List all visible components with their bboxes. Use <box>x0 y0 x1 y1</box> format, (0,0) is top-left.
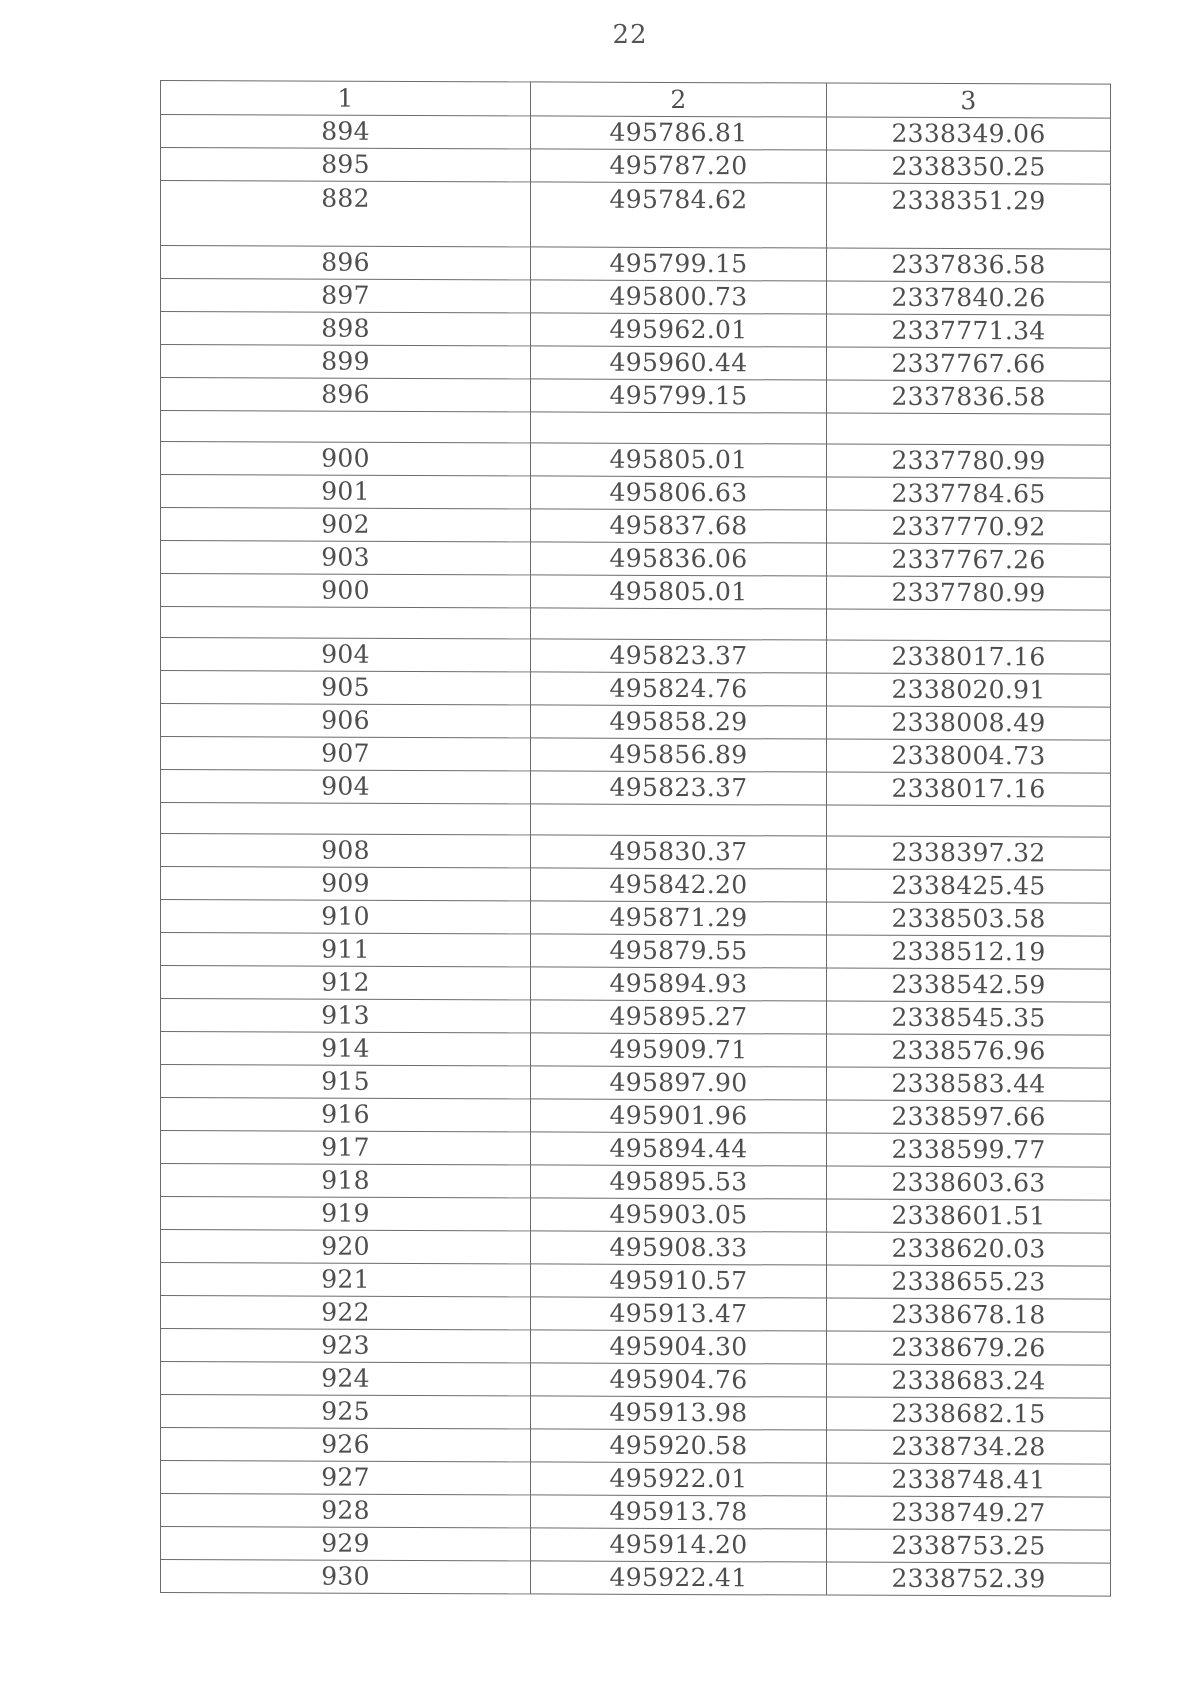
y-coordinate-cell: 2337770.92 <box>827 510 1111 544</box>
table-row <box>161 900 1111 937</box>
x-coordinate-cell: 495805.01 <box>531 575 827 609</box>
point-number-cell: 894 <box>161 115 531 149</box>
x-coordinate-cell: 495805.01 <box>531 443 827 477</box>
table-row <box>161 1197 1111 1234</box>
y-coordinate-cell: 2338603.63 <box>827 1166 1111 1200</box>
point-number-cell: 882 <box>161 181 531 247</box>
x-coordinate-cell: 495904.76 <box>531 1363 827 1397</box>
coordinates-table <box>160 80 1111 1597</box>
x-coordinate-cell: 495960.44 <box>531 346 827 380</box>
table-row <box>161 737 1111 774</box>
y-coordinate-cell <box>827 413 1111 445</box>
y-coordinate-cell: 2338734.28 <box>827 1430 1111 1464</box>
table-row <box>161 1395 1111 1432</box>
y-coordinate-cell: 2337780.99 <box>827 576 1111 610</box>
table-row <box>161 966 1111 1003</box>
point-number-cell: 910 <box>161 900 531 934</box>
point-number-cell: 924 <box>161 1362 531 1396</box>
y-coordinate-cell: 2338503.58 <box>827 902 1111 936</box>
table-row <box>161 638 1111 675</box>
point-number-cell: 930 <box>161 1560 531 1594</box>
table-row <box>161 1296 1111 1333</box>
table-row <box>161 834 1111 871</box>
point-number-cell: 895 <box>161 148 531 182</box>
x-coordinate-cell: 495895.53 <box>531 1165 827 1199</box>
table-row <box>161 312 1111 349</box>
point-number-cell: 916 <box>161 1098 531 1132</box>
point-number-cell: 926 <box>161 1428 531 1462</box>
point-number-cell: 908 <box>161 834 531 868</box>
x-coordinate-cell: 495784.62 <box>531 182 827 248</box>
y-coordinate-cell: 2338545.35 <box>827 1001 1111 1035</box>
x-coordinate-cell: 495800.73 <box>531 280 827 314</box>
x-coordinate-cell: 495823.37 <box>531 639 827 673</box>
x-coordinate-cell: 495894.93 <box>531 967 827 1001</box>
table-row <box>161 1032 1111 1069</box>
table-row <box>161 1362 1111 1399</box>
point-number-cell: 920 <box>161 1230 531 1264</box>
table-row <box>161 933 1111 970</box>
point-number-cell: 900 <box>161 442 531 476</box>
point-number-cell: 898 <box>161 312 531 346</box>
x-coordinate-cell: 495909.71 <box>531 1033 827 1067</box>
y-coordinate-cell: 2338599.77 <box>827 1133 1111 1167</box>
x-coordinate-cell: 495913.78 <box>531 1495 827 1529</box>
y-coordinate-cell: 2338008.49 <box>827 706 1111 740</box>
table-spacer-row <box>161 411 1111 446</box>
table-row <box>161 1065 1111 1102</box>
x-coordinate-cell: 495799.15 <box>531 247 827 281</box>
x-coordinate-cell: 495913.47 <box>531 1297 827 1331</box>
y-coordinate-cell: 2338655.23 <box>827 1265 1111 1299</box>
point-number-cell: 904 <box>161 770 531 804</box>
x-coordinate-cell: 495871.29 <box>531 901 827 935</box>
table-row <box>161 1527 1111 1564</box>
table-row <box>161 1230 1111 1267</box>
table-row <box>161 475 1111 512</box>
table-row <box>161 704 1111 741</box>
y-coordinate-cell: 2338620.03 <box>827 1232 1111 1266</box>
point-number-cell: 927 <box>161 1461 531 1495</box>
y-coordinate-cell: 2338597.66 <box>827 1100 1111 1134</box>
table-row <box>161 1560 1111 1597</box>
column-header-2: 2 <box>531 82 827 117</box>
point-number-cell: 901 <box>161 475 531 509</box>
x-coordinate-cell: 495908.33 <box>531 1231 827 1265</box>
x-coordinate-cell <box>531 412 827 444</box>
table-row <box>161 671 1111 708</box>
y-coordinate-cell: 2338753.25 <box>827 1529 1111 1563</box>
x-coordinate-cell: 495830.37 <box>531 835 827 869</box>
x-coordinate-cell: 495894.44 <box>531 1132 827 1166</box>
y-coordinate-cell: 2338425.45 <box>827 869 1111 903</box>
x-coordinate-cell: 495920.58 <box>531 1429 827 1463</box>
table-row <box>161 181 1111 250</box>
x-coordinate-cell: 495799.15 <box>531 379 827 413</box>
table-row <box>161 1098 1111 1135</box>
table-row <box>161 770 1111 807</box>
y-coordinate-cell: 2337836.58 <box>827 380 1111 414</box>
y-coordinate-cell: 2338752.39 <box>827 1562 1111 1596</box>
x-coordinate-cell: 495786.81 <box>531 116 827 150</box>
table-row <box>161 1461 1111 1498</box>
table-row <box>161 1494 1111 1531</box>
point-number-cell: 923 <box>161 1329 531 1363</box>
x-coordinate-cell: 495856.89 <box>531 738 827 772</box>
x-coordinate-cell: 495824.76 <box>531 672 827 706</box>
y-coordinate-cell: 2338017.16 <box>827 772 1111 806</box>
y-coordinate-cell: 2338512.19 <box>827 935 1111 969</box>
table-row <box>161 867 1111 904</box>
y-coordinate-cell: 2338020.91 <box>827 673 1111 707</box>
y-coordinate-cell: 2338350.25 <box>827 150 1111 184</box>
x-coordinate-cell: 495806.63 <box>531 476 827 510</box>
x-coordinate-cell: 495913.98 <box>531 1396 827 1430</box>
y-coordinate-cell: 2338576.96 <box>827 1034 1111 1068</box>
page-number: 22 <box>612 20 648 50</box>
table-row <box>161 345 1111 382</box>
coordinates-table-container <box>160 80 1110 1597</box>
point-number-cell: 918 <box>161 1164 531 1198</box>
x-coordinate-cell: 495922.01 <box>531 1462 827 1496</box>
point-number-cell: 899 <box>161 345 531 379</box>
y-coordinate-cell: 2338679.26 <box>827 1331 1111 1365</box>
y-coordinate-cell: 2338601.51 <box>827 1199 1111 1233</box>
x-coordinate-cell: 495879.55 <box>531 934 827 968</box>
y-coordinate-cell: 2337780.99 <box>827 444 1111 478</box>
y-coordinate-cell: 2337767.26 <box>827 543 1111 577</box>
x-coordinate-cell: 495895.27 <box>531 1000 827 1034</box>
point-number-cell: 912 <box>161 966 531 1000</box>
column-header-3: 3 <box>827 83 1111 118</box>
y-coordinate-cell: 2338683.24 <box>827 1364 1111 1398</box>
point-number-cell: 902 <box>161 508 531 542</box>
point-number-cell: 900 <box>161 574 531 608</box>
x-coordinate-cell: 495787.20 <box>531 149 827 183</box>
point-number-cell: 911 <box>161 933 531 967</box>
table-row <box>161 1131 1111 1168</box>
point-number-cell <box>161 803 531 835</box>
y-coordinate-cell: 2337840.26 <box>827 281 1111 315</box>
table-header-row <box>161 81 1111 119</box>
point-number-cell: 915 <box>161 1065 531 1099</box>
point-number-cell: 897 <box>161 279 531 313</box>
x-coordinate-cell: 495922.41 <box>531 1561 827 1595</box>
x-coordinate-cell <box>531 804 827 836</box>
point-number-cell: 905 <box>161 671 531 705</box>
x-coordinate-cell: 495836.06 <box>531 542 827 576</box>
point-number-cell: 906 <box>161 704 531 738</box>
table-row <box>161 574 1111 611</box>
point-number-cell: 928 <box>161 1494 531 1528</box>
x-coordinate-cell: 495837.68 <box>531 509 827 543</box>
x-coordinate-cell: 495842.20 <box>531 868 827 902</box>
table-row <box>161 378 1111 415</box>
x-coordinate-cell: 495901.96 <box>531 1099 827 1133</box>
x-coordinate-cell: 495962.01 <box>531 313 827 347</box>
x-coordinate-cell: 495903.05 <box>531 1198 827 1232</box>
point-number-cell: 921 <box>161 1263 531 1297</box>
y-coordinate-cell: 2338017.16 <box>827 640 1111 674</box>
point-number-cell: 896 <box>161 246 531 280</box>
table-row <box>161 279 1111 316</box>
table-row <box>161 442 1111 479</box>
table-row <box>161 1329 1111 1366</box>
y-coordinate-cell: 2338004.73 <box>827 739 1111 773</box>
table-row <box>161 541 1111 578</box>
x-coordinate-cell <box>531 608 827 640</box>
table-row <box>161 999 1111 1036</box>
column-header-1: 1 <box>161 81 531 116</box>
point-number-cell: 903 <box>161 541 531 575</box>
table-row <box>161 1428 1111 1465</box>
y-coordinate-cell: 2337784.65 <box>827 477 1111 511</box>
point-number-cell <box>161 607 531 639</box>
y-coordinate-cell: 2338748.41 <box>827 1463 1111 1497</box>
table-row <box>161 115 1111 152</box>
y-coordinate-cell: 2337771.34 <box>827 314 1111 348</box>
table-body <box>161 115 1111 1597</box>
y-coordinate-cell: 2338542.59 <box>827 968 1111 1002</box>
y-coordinate-cell <box>827 805 1111 837</box>
point-number-cell: 904 <box>161 638 531 672</box>
y-coordinate-cell: 2337836.58 <box>827 248 1111 282</box>
point-number-cell: 896 <box>161 378 531 412</box>
point-number-cell: 925 <box>161 1395 531 1429</box>
y-coordinate-cell: 2338349.06 <box>827 117 1111 151</box>
table-row <box>161 148 1111 185</box>
y-coordinate-cell: 2338682.15 <box>827 1397 1111 1431</box>
table-row <box>161 1164 1111 1201</box>
x-coordinate-cell: 495910.57 <box>531 1264 827 1298</box>
x-coordinate-cell: 495914.20 <box>531 1528 827 1562</box>
point-number-cell: 922 <box>161 1296 531 1330</box>
x-coordinate-cell: 495858.29 <box>531 705 827 739</box>
point-number-cell: 914 <box>161 1032 531 1066</box>
y-coordinate-cell: 2338397.32 <box>827 836 1111 870</box>
table-spacer-row <box>161 803 1111 838</box>
point-number-cell: 929 <box>161 1527 531 1561</box>
point-number-cell: 919 <box>161 1197 531 1231</box>
point-number-cell: 909 <box>161 867 531 901</box>
point-number-cell <box>161 411 531 443</box>
x-coordinate-cell: 495904.30 <box>531 1330 827 1364</box>
point-number-cell: 913 <box>161 999 531 1033</box>
y-coordinate-cell: 2338678.18 <box>827 1298 1111 1332</box>
y-coordinate-cell <box>827 609 1111 641</box>
table-row <box>161 1263 1111 1300</box>
x-coordinate-cell: 495823.37 <box>531 771 827 805</box>
table-row <box>161 246 1111 283</box>
x-coordinate-cell: 495897.90 <box>531 1066 827 1100</box>
table-row <box>161 508 1111 545</box>
y-coordinate-cell: 2338749.27 <box>827 1496 1111 1530</box>
y-coordinate-cell: 2338351.29 <box>827 183 1111 249</box>
y-coordinate-cell: 2337767.66 <box>827 347 1111 381</box>
y-coordinate-cell: 2338583.44 <box>827 1067 1111 1101</box>
point-number-cell: 917 <box>161 1131 531 1165</box>
table-spacer-row <box>161 607 1111 642</box>
point-number-cell: 907 <box>161 737 531 771</box>
